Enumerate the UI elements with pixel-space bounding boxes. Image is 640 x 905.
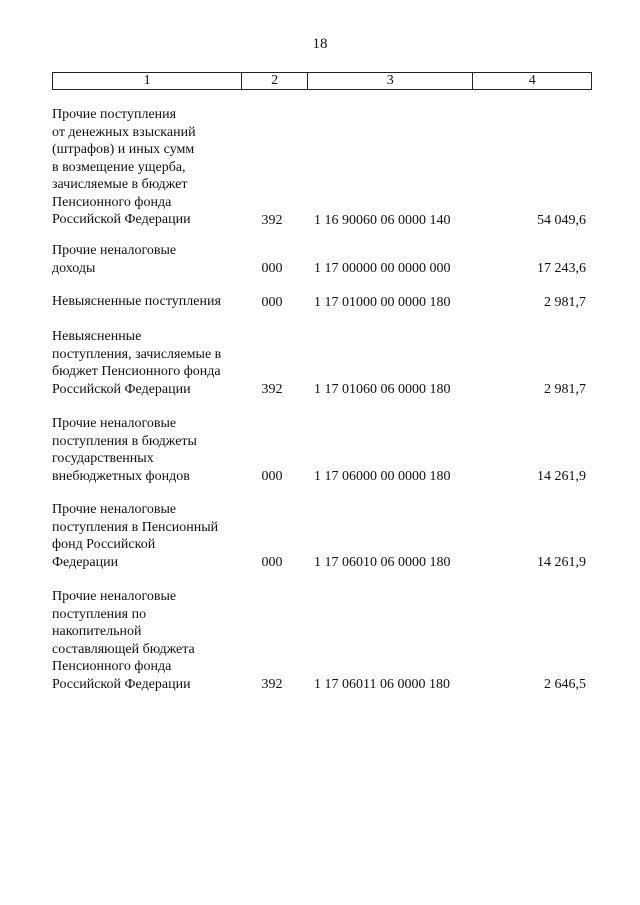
row-kbk-code: 1 16 90060 06 0000 140: [314, 212, 451, 228]
row-kbk-code: 1 17 01060 06 0000 180: [314, 381, 451, 397]
row-kbk-code: 1 17 00000 00 0000 000: [314, 260, 451, 276]
row-description: Невыясненные поступления: [52, 294, 221, 309]
row-admin-code: 392: [261, 676, 283, 692]
table-row: [52, 293, 592, 311]
row-admin-code: 392: [261, 381, 283, 397]
row-amount: 14 261,9: [537, 554, 586, 570]
row-kbk-code: 1 17 06011 06 0000 180: [314, 676, 450, 692]
table-row: [52, 242, 592, 277]
row-description: Прочие неналоговые поступления по накопительной составляющей бюджета Пенсионного фонда Российской Федерации: [52, 589, 195, 692]
row-description: Прочие поступления от денежных взысканий (штрафов) и иных сумм в возмещение ущерба, зачисляемые в бюджет Пенсионного фонда Российской Федерации: [52, 107, 196, 227]
row-description: Прочие неналоговые поступления в Пенсионный фонд Российской Федерации: [52, 502, 219, 570]
table-row: [52, 415, 592, 485]
table-row: [52, 106, 592, 229]
row-amount: 2 981,7: [544, 294, 586, 310]
page-number: 18: [312, 36, 328, 52]
row-amount: 54 049,6: [537, 212, 586, 228]
row-kbk-code: 1 17 01000 00 0000 180: [314, 294, 451, 310]
row-amount: 14 261,9: [537, 468, 586, 484]
row-description: Невыясненные поступления, зачисляемые в бюджет Пенсионного фонда Российской Федерации: [52, 329, 222, 397]
row-kbk-code: 1 17 06000 00 0000 180: [314, 468, 451, 484]
row-amount: 2 646,5: [544, 676, 586, 692]
row-admin-code: 392: [261, 212, 283, 228]
table-row: [52, 328, 592, 398]
row-description: Прочие неналоговые доходы: [52, 243, 177, 276]
row-amount: 2 981,7: [544, 381, 586, 397]
header-col-3: 3: [308, 73, 473, 89]
table-row: [52, 501, 592, 571]
column-number-header: [52, 72, 592, 90]
header-col-1: 1: [53, 73, 242, 89]
row-description: Прочие неналоговые поступления в бюджеты государственных внебюджетных фондов: [52, 416, 197, 484]
row-admin-code: 000: [261, 554, 283, 570]
table-row: [52, 588, 592, 693]
row-admin-code: 000: [261, 294, 283, 310]
row-admin-code: 000: [261, 468, 283, 484]
header-col-4: 4: [528, 73, 536, 88]
row-kbk-code: 1 17 06010 06 0000 180: [314, 554, 451, 570]
row-amount: 17 243,6: [537, 260, 586, 276]
row-admin-code: 000: [261, 260, 283, 276]
header-col-2: 2: [242, 73, 308, 89]
